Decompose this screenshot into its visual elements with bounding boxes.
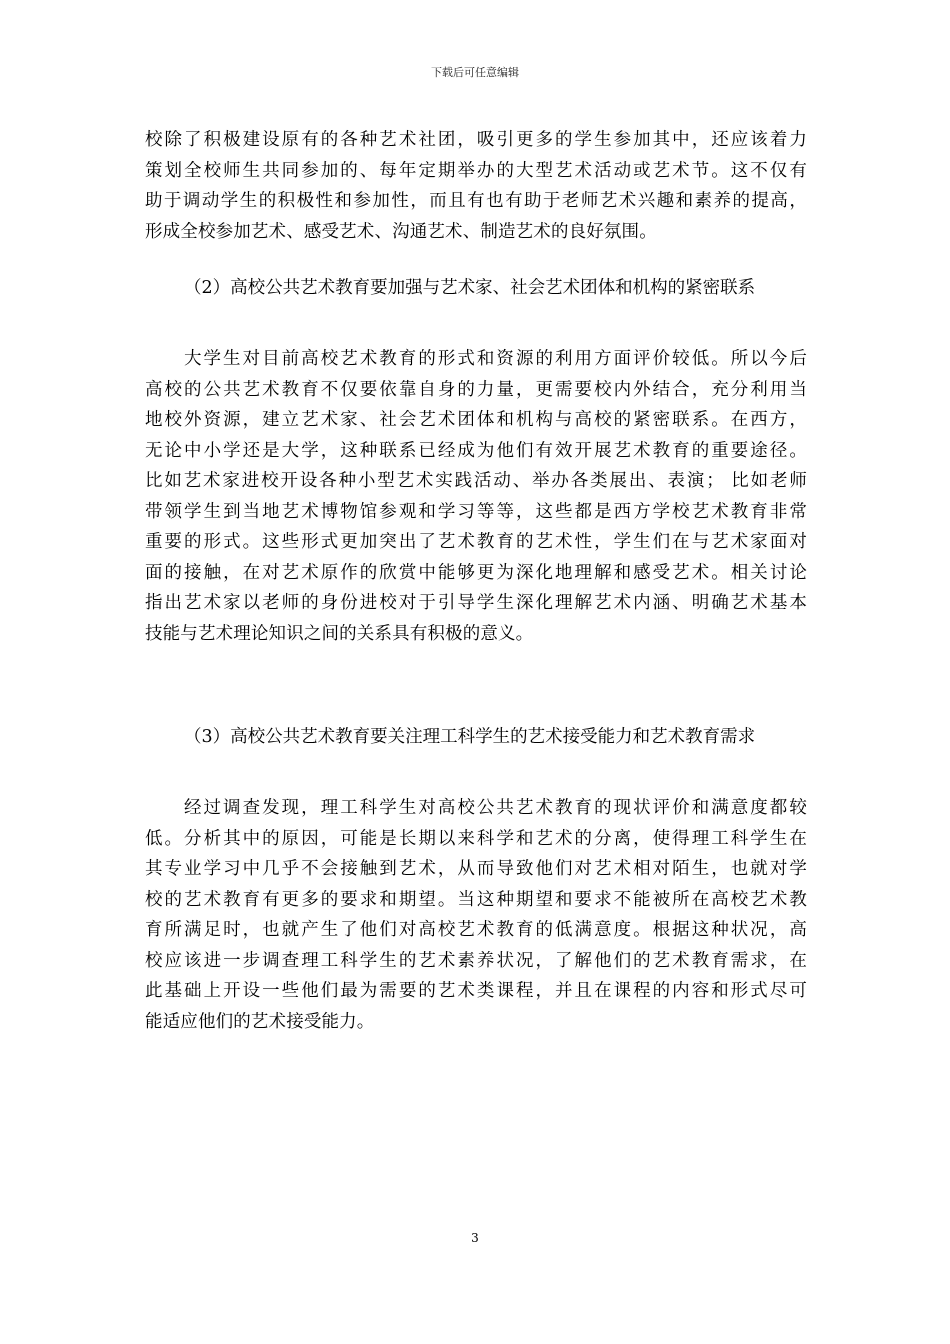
paragraph-line: 带领学生到当地艺术博物馆参观和学习等等，这些都是西方学校艺术教育非常 xyxy=(145,501,807,522)
section-heading-2: （2）高校公共艺术教育要加强与艺术家、社会艺术团体和机构的紧密联系 xyxy=(184,278,756,298)
paragraph-line: 能适应他们的艺术接受能力。 xyxy=(145,1011,375,1032)
page-header-note: 下载后可任意编辑 xyxy=(431,66,519,79)
paragraph-line: 大学生对目前高校艺术教育的形式和资源的利用方面评价较低。所以今后 xyxy=(184,349,807,369)
paragraph-line: 无论中小学还是大学，这种联系已经成为他们有效开展艺术教育的重要途径。 xyxy=(145,440,807,461)
paragraph-line: 重要的形式。这些形式更加突出了艺术教育的艺术性，学生们在与艺术家面对 xyxy=(145,532,807,552)
paragraph-line: 校除了积极建设原有的各种艺术社团，吸引更多的学生参加其中，还应该着力 xyxy=(145,130,807,150)
paragraph-artists-cooperation xyxy=(145,344,807,649)
paragraph-line: 助于调动学生的积极性和参加性，而且有也有助于老师艺术兴趣和素养的提高， xyxy=(145,191,807,211)
section-heading-3: （3）高校公共艺术教育要关注理工科学生的艺术接受能力和艺术教育需求 xyxy=(184,727,756,747)
paragraph-line: 此基础上开设一些他们最为需要的艺术类课程，并且在课程的内容和形式尽可 xyxy=(145,981,807,1001)
paragraph-line: 校应该进一步调查理工科学生的艺术素养状况，了解他们的艺术教育需求，在 xyxy=(145,950,807,971)
paragraph-line: 技能与艺术理论知识之间的关系具有积极的意义。 xyxy=(145,623,534,644)
paragraph-line: 高校的公共艺术教育不仅要依靠自身的力量，更需要校内外结合，充分利用当 xyxy=(145,379,807,400)
paragraph-line: 经过调查发现，理工科学生对高校公共艺术教育的现状评价和满意度都较 xyxy=(184,798,807,818)
page-number: 3 xyxy=(471,1231,479,1245)
paragraph-line: 比如艺术家进校开设各种小型艺术实践活动、举办各类展出、表演； 比如老师 xyxy=(145,471,807,491)
paragraph-line: 形成全校参加艺术、感受艺术、沟通艺术、制造艺术的良好氛围。 xyxy=(145,221,657,242)
paragraph-line: 育所满足时，也就产生了他们对高校艺术教育的低满意度。根据这种状况，高 xyxy=(145,920,807,940)
paragraph-line: 策划全校师生共同参加的、每年定期举办的大型艺术活动或艺术节。这不仅有 xyxy=(145,160,807,181)
paragraph-line: 地校外资源，建立艺术家、社会艺术团体和机构与高校的紧密联系。在西方， xyxy=(145,410,807,430)
paragraph-science-students xyxy=(145,793,807,1037)
paragraph-line: 指出艺术家以老师的身份进校对于引导学生深化理解艺术内涵、明确艺术基本 xyxy=(145,593,807,613)
paragraph-line: 校的艺术教育有更多的要求和期望。当这种期望和要求不能被所在高校艺术教 xyxy=(145,889,807,910)
paragraph-line: 低。分析其中的原因，可能是长期以来科学和艺术的分离，使得理工科学生在 xyxy=(145,828,807,849)
paragraph-continuation xyxy=(145,125,807,247)
paragraph-line: 面的接触，在对艺术原作的欣赏中能够更为深化地理解和感受艺术。相关讨论 xyxy=(145,562,807,583)
paragraph-line: 其专业学习中几乎不会接触到艺术，从而导致他们对艺术相对陌生，也就对学 xyxy=(145,859,807,879)
